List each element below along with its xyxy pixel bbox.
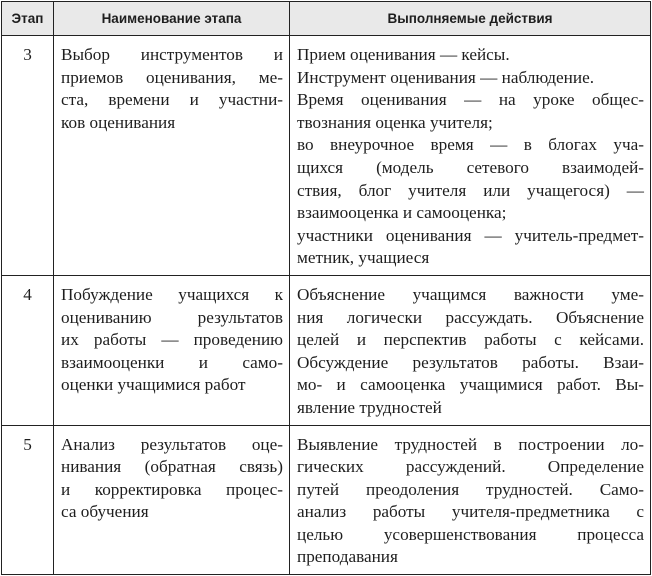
text-line: са обучения [61, 502, 149, 522]
table-row [2, 36, 651, 276]
stage-number: 4 [2, 275, 54, 425]
table-header-row [2, 2, 651, 36]
header-stage-name: Наименование этапа [54, 2, 290, 36]
table-row [2, 425, 651, 575]
text-line: преподавания [297, 547, 398, 567]
text-line: Прием оценивания — кейсы. [297, 45, 510, 64]
stage-number: 3 [2, 36, 54, 276]
text-line: взаимооценка и самооценка; [297, 203, 507, 223]
text-line: ков оценивания [61, 112, 176, 132]
text-line: и корректировка процес- [61, 479, 283, 499]
text-line: Время оценивания — на уроке общес- [297, 90, 644, 110]
text-line: во внеурочное время — в блогах уча- [297, 135, 644, 155]
text-line: Побуждение учащихся к [61, 284, 283, 304]
text-line: ния логически рассуждать. Объяснение [297, 307, 644, 327]
actions-cell [290, 36, 651, 276]
text-line: твознания оценка учителя; [297, 112, 493, 132]
stage-name-cell [54, 425, 290, 575]
text-line: целей и перспектив работы с кейсами. [297, 330, 644, 350]
text-line: Объяснение учащимся важности уме- [297, 284, 644, 304]
text-line: их работы — проведению [61, 330, 283, 350]
header-stage: Этап [2, 2, 54, 36]
actions-cell [290, 275, 651, 425]
assessment-stages-table [1, 1, 651, 575]
text-line: нивания (обратная связь) [61, 457, 283, 477]
text-line: мо- и самооценка учащимися работ. Вы- [297, 375, 644, 395]
text-line: Выявление трудностей в построении ло- [297, 434, 644, 454]
text-line: Инструмент оценивания — наблюдение. [297, 67, 595, 87]
text-line: приемов оценивания, ме- [61, 67, 283, 87]
text-line: целью усовершенствования процесса [297, 524, 644, 544]
text-line: Обсуждение результатов работы. Взаи- [297, 352, 644, 372]
text-line: анализ работы учителя-предметника с [297, 502, 644, 522]
text-line: взаимооценки и само- [61, 352, 283, 372]
stage-number: 5 [2, 425, 54, 575]
text-line: путей преодоления трудностей. Само- [297, 479, 644, 499]
text-line: щихся (модель сетевого взаимодей- [297, 157, 644, 177]
header-actions: Выполняемые действия [290, 2, 651, 36]
actions-cell [290, 425, 651, 575]
stage-name-cell [54, 36, 290, 276]
text-line: метник, учащиеся [297, 248, 430, 268]
text-line: Анализ результатов оце- [61, 434, 283, 454]
text-line: участники оценивания — учитель-предмет- [297, 225, 644, 245]
text-line: оцениванию результатов [61, 307, 283, 327]
text-line: оценки учащимися работ [61, 375, 246, 395]
text-line: ствия, блог учителя или учащегося) — [297, 180, 644, 200]
table-row [2, 275, 651, 425]
text-line: гических рассуждений. Определение [297, 457, 644, 477]
text-line: ста, времени и участни- [61, 90, 283, 110]
text-line: Выбор инструментов и [61, 45, 283, 64]
stage-name-cell [54, 275, 290, 425]
text-line: явление трудностей [297, 397, 442, 417]
